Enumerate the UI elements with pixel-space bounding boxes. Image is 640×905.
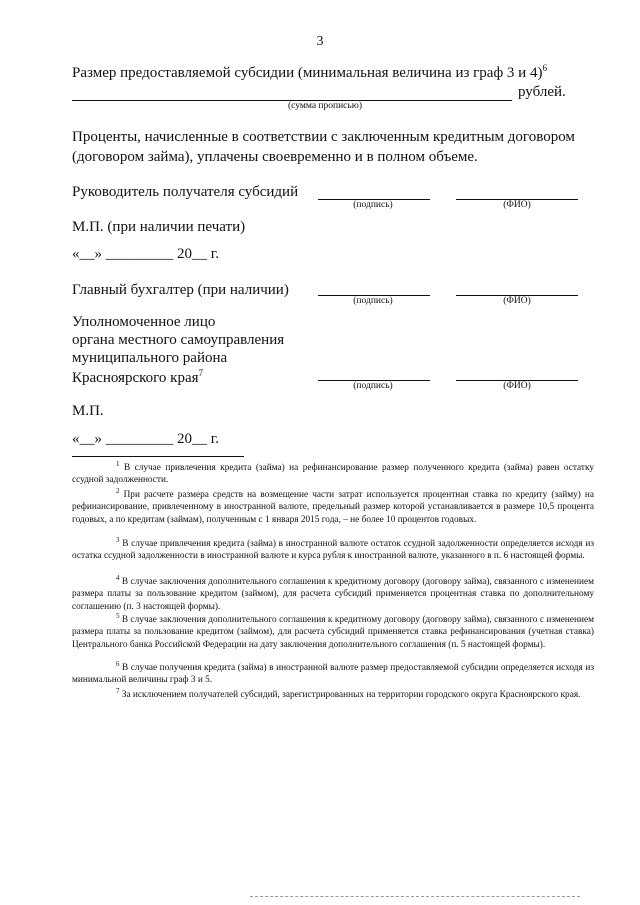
footnote-6 [72,659,594,687]
accountant-name-caption: (ФИО) [503,296,531,306]
footnote-1-text: В случае привлечения кредита (займа) на рефинансирование размер полученного кредита (займа) равен остатку ссудной задолженности. [72,463,594,486]
head-signature-caption: (подпись) [353,200,393,210]
head-name-caption: (ФИО) [503,200,531,210]
footnote-4-text: В случае заключения дополнительного соглашения к кредитному договору (договору займа), связанного с изменением размера платы за пользование кредитом (займом), для расчета субсидий применяется процентная ставка по дополнительному соглашению (п. 3 настоящей формы). [72,577,594,612]
authorized-line-2: органа местного самоуправления [72,332,285,348]
authorized-line-3: муниципального района [72,350,228,366]
interest-statement: Проценты, начисленные в соответствии с заключенным кредитным договором (договором займа), уплачены своевременно и в полном объеме. [72,129,575,165]
footnote-7-number: 7 [116,686,120,695]
scan-edge-mark [250,896,580,897]
footnote-1 [72,459,594,487]
footnote-4-number: 4 [116,573,120,582]
rubles-label: рублей. [518,84,566,100]
footnote-6-text: В случае получения кредита (займа) в иностранной валюте размер предоставляемой субсидии определяется исходя из минимальной величины граф 3 и 5. [72,663,594,686]
footnote-5-number: 5 [116,611,120,620]
accountant-label: Главный бухгалтер (при наличии) [72,282,289,298]
subsidy-amount-label [72,63,547,82]
footnote-7-text: За исключением получателей субсидий, зарегистрированных на территории городского округа Красноярского края. [121,690,581,700]
subsidy-amount-text: Размер предоставляемой субсидии (минимальная величина из граф 3 и 4) [72,65,543,81]
footnote-ref-6: 6 [542,63,547,73]
footnote-5 [72,611,594,651]
footnote-3-number: 3 [116,535,120,544]
date-field-2: «__» _________ 20__ г. [72,431,219,447]
authorized-line-1: Уполномоченное лицо [72,314,216,330]
authorized-region: Красноярского края [72,370,199,386]
stamp-if-any-label: М.П. (при наличии печати) [72,219,246,235]
date-field-1: «__» _________ 20__ г. [72,246,219,262]
footnote-2-text: При расчете размера средств на возмещение части затрат используется процентная ставка по кредиту (займу) на рефинансирование, привлеченному в иностранной валюте, предельный размер которой устанавливается в размере 10,5 процента годовых, а по кредитам (займам), полученным с 1 января 2015 года, – не более 10 процентов годовых. [72,490,595,525]
footnote-1-number: 1 [116,459,120,468]
authorized-name-caption: (ФИО) [503,381,531,391]
footnote-3-text: В случае привлечения кредита (займа) в иностранной валюте остаток ссудной задолженности определяется исходя из остатка ссудной задолженности в иностранной валюте и курса рубля к иностранной валюте, указанного в п. 6 настоящей формы. [72,539,594,562]
footnote-2-number: 2 [116,486,120,495]
footnote-3 [72,535,594,563]
authorized-signature-caption: (подпись) [353,381,393,391]
footnote-5-text: В случае заключения дополнительного соглашения к кредитному договору (договору займа), связанного с изменением размера платы за пользование кредитом (займом), для расчета субсидий применяется ставка рефинансирования (учетная ставка) Центрального банка Российской Федерации на дату заключения дополнительного соглашения (п. 5 настоящей формы). [72,615,594,650]
footnote-4 [72,573,594,613]
head-label: Руководитель получателя субсидий [72,184,299,200]
authorized-line-4 [72,368,203,387]
page-number: 3 [316,34,324,49]
accountant-signature-caption: (подпись) [353,296,393,306]
footnote-ref-7: 7 [198,368,204,378]
footnote-6-number: 6 [116,659,120,668]
footnote-7 [72,686,594,701]
footnote-separator [72,456,244,457]
stamp-label: М.П. [72,403,104,419]
footnote-2 [72,486,595,526]
amount-in-words-caption: (сумма прописью) [288,101,362,111]
